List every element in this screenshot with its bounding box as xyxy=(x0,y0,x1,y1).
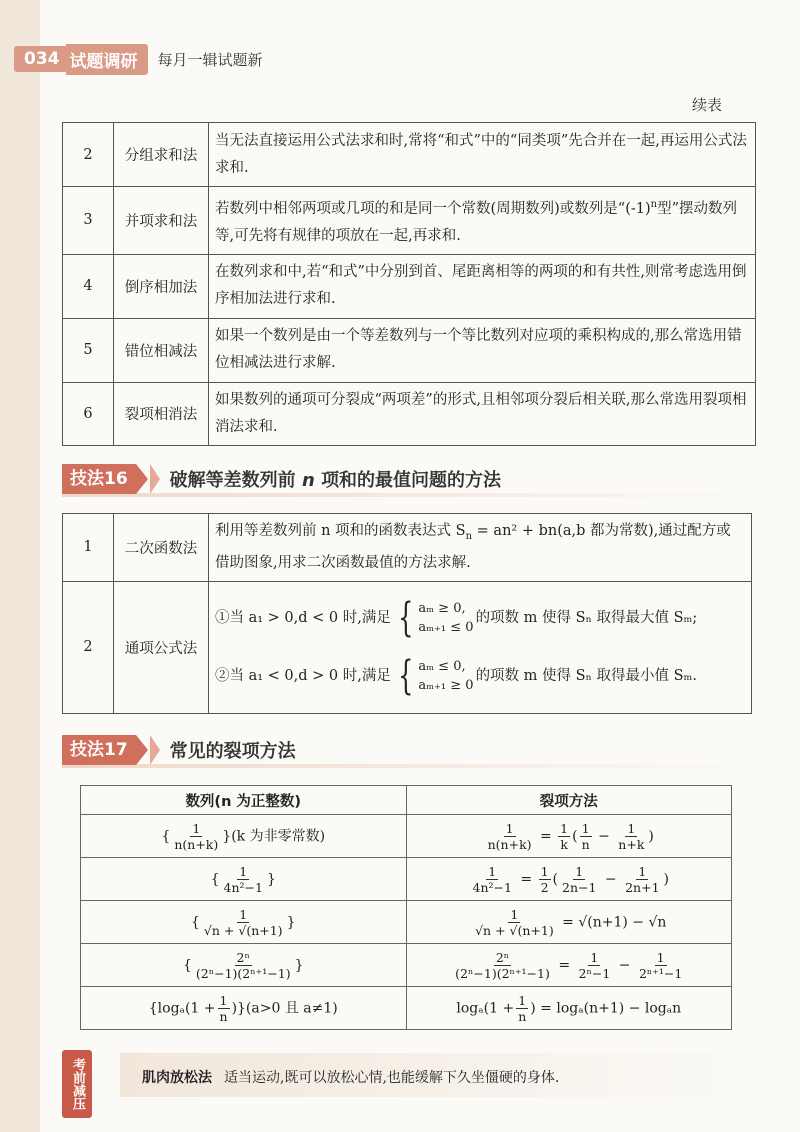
section-tag: 技法17 xyxy=(62,735,136,765)
chevron-right-icon xyxy=(136,735,148,765)
sequence-cell: { $\frac{1}{√n + √(n+1)}$ } xyxy=(81,901,407,944)
footer-tip xyxy=(40,1045,760,1110)
column-header: 裂项方法 xyxy=(406,786,732,815)
method-name: 并项求和法 xyxy=(114,187,209,255)
table-row xyxy=(63,254,756,318)
page-header xyxy=(14,44,263,74)
table-row xyxy=(81,944,732,987)
method-name: 通项公式法 xyxy=(114,581,209,713)
split-cell: $\frac{\text{2ⁿ}}{\text{(2ⁿ−1)(2ⁿ⁺¹−1)}}$ = $\frac{1}{\text{2ⁿ−1}}$ − $\frac{1}{\text{2ⁿ⁺¹−1}}$ xyxy=(406,944,732,987)
table-row xyxy=(63,187,756,255)
page-number: 034 xyxy=(14,46,66,72)
method-description: 当无法直接运用公式法求和时,常将“和式”中的“同类项”先合并在一起,再运用公式法求和. xyxy=(209,123,756,187)
chevron-right-icon xyxy=(136,464,148,494)
condition-brace: { aₘ ≥ 0, aₘ₊₁ ≤ 0 xyxy=(397,595,474,642)
method-name: 裂项相消法 xyxy=(114,382,209,445)
page-edge-strip xyxy=(0,0,40,1132)
case-min: ②当 a₁ < 0,d > 0 时,满足 { aₘ ≤ 0, aₘ₊₁ ≥ 0 的项数 m 使得 Sₙ 取得最小值 Sₘ. xyxy=(215,653,697,700)
method-description: 若数列中相邻两项或几项的和是同一个常数(周期数列)或数列是“$(-1)^n$型”摆动数列等,可先将有规律的项放在一起,再求和. xyxy=(209,187,756,255)
table-row xyxy=(63,581,752,713)
table-row xyxy=(81,987,732,1030)
chevron-right-icon xyxy=(150,735,160,765)
method-description: 在数列求和中,若“和式”中分别到首、尾距离相等的两项的和有共性,则常考虑选用倒序相加法进行求和. xyxy=(209,254,756,318)
method-name: 二次函数法 xyxy=(114,514,209,582)
sequence-cell: { $\frac{\text{2ⁿ}}{\text{(2ⁿ−1)(2ⁿ⁺¹−1)}}$ } xyxy=(81,944,407,987)
tip-label: 肌肉放松法 xyxy=(142,1070,212,1086)
split-term-table xyxy=(80,785,732,1030)
sequence-cell: {logₐ(1 + $\frac{1}{n}$ )}(a>0 且 a≠1) xyxy=(81,987,407,1030)
row-number: 2 xyxy=(63,123,114,187)
row-number: 6 xyxy=(63,382,114,445)
split-cell: $\frac{1}{\text{4n²−1}}$ = $\frac{1}{2}$ ( $\frac{1}{2n-1}$ − $\frac{1}{2n+1}$ ) xyxy=(406,858,732,901)
section-title: 破解等差数列前 n 项和的最值问题的方法 xyxy=(169,470,502,491)
table-row xyxy=(81,901,732,944)
summation-methods-table xyxy=(62,122,756,446)
row-number: 1 xyxy=(63,514,114,582)
method-description: 利用等差数列前 n 项和的函数表达式 $S_n = an^2 + bn(a,b$ 都为常数),通过配方或借助图象,用求二次函数最值的方法求解. xyxy=(209,514,752,582)
sequence-cell: { $\frac{1}{\text{4n²−1}}$ } xyxy=(81,858,407,901)
section-tag: 技法16 xyxy=(62,464,136,494)
chevron-right-icon xyxy=(150,464,160,494)
method-name: 倒序相加法 xyxy=(114,254,209,318)
case-max: ①当 a₁ > 0,d < 0 时,满足 { aₘ ≥ 0, aₘ₊₁ ≤ 0 的项数 m 使得 Sₙ 取得最大值 Sₘ; xyxy=(215,595,698,642)
table-row xyxy=(63,382,756,445)
method-name: 分组求和法 xyxy=(114,123,209,187)
row-number: 4 xyxy=(63,254,114,318)
row-number: 2 xyxy=(63,581,114,713)
section-title: 常见的裂项方法 xyxy=(169,741,296,762)
row-number: 3 xyxy=(63,187,114,255)
method-description: 如果数列的通项可分裂成“两项差”的形式,且相邻项分裂后相关联,那么常选用裂项相消法求和. xyxy=(209,382,756,445)
method-description: 如果一个数列是由一个等差数列与一个等比数列对应项的乘积构成的,那么常选用错位相减法进行求解. xyxy=(209,318,756,382)
column-header: 数列(n 为正整数) xyxy=(81,786,407,815)
table-row xyxy=(81,815,732,858)
tip-text: 肌肉放松法 适当运动,既可以放松心情,也能缓解下久坐僵硬的身体. xyxy=(142,1070,560,1086)
row-number: 5 xyxy=(63,318,114,382)
method-name: 错位相减法 xyxy=(114,318,209,382)
continued-label: 续表 xyxy=(691,96,722,114)
series-title: 试题调研 xyxy=(66,44,148,75)
sequence-cell: { $\frac{1}{n(n+k)}$ }(k 为非零常数) xyxy=(81,815,407,858)
method-description xyxy=(209,581,752,713)
section-16-heading xyxy=(62,464,501,494)
split-cell: logₐ(1 + $\frac{1}{n}$ ) = logₐ(n+1) − logₐn xyxy=(406,987,732,1030)
max-sum-methods-table xyxy=(62,513,752,714)
table-header-row xyxy=(81,786,732,815)
split-cell: $\frac{1}{n(n+k)}$ = $\frac{1}{k}$ ( $\frac{1}{n}$ − $\frac{1}{n+k}$ ) xyxy=(406,815,732,858)
stress-relief-stamp: 考前减压 xyxy=(62,1050,92,1118)
condition-brace: { aₘ ≤ 0, aₘ₊₁ ≥ 0 xyxy=(397,653,474,700)
split-cell: $\frac{1}{√n + √(n+1)}$ = √(n+1) − √n xyxy=(406,901,732,944)
table-row xyxy=(63,318,756,382)
table-row xyxy=(63,123,756,187)
column-name: 每月一辑试题新 xyxy=(157,50,263,69)
table-row xyxy=(81,858,732,901)
table-row xyxy=(63,514,752,582)
section-17-heading xyxy=(62,735,296,765)
